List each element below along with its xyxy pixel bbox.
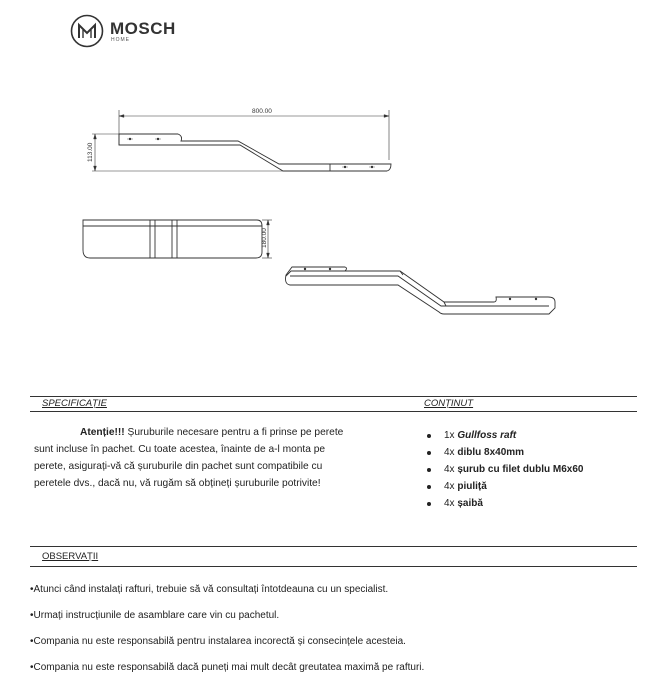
- height-dimension-label: 113.00: [87, 142, 94, 162]
- specificatie-heading: SPECIFICAȚIE: [42, 398, 107, 409]
- list-item: • Compania nu este responsabilă dacă puneți mai mult decât greutatea maximă pe rafturi.: [30, 662, 424, 688]
- observatii-heading: OBSERVAȚII: [42, 551, 99, 562]
- side-view: [92, 110, 391, 171]
- perspective-view: [286, 267, 556, 314]
- list-item: • Compania nu este responsabilă pentru instalarea incorectă și consecințele acesteia.: [30, 636, 424, 662]
- observatii-list: [30, 584, 424, 688]
- brand-sub: HOME: [111, 36, 130, 43]
- list-item: 1x Gullfoss raft: [424, 427, 583, 444]
- top-view: [83, 220, 272, 258]
- observatii-divider-top: [30, 546, 637, 547]
- list-item: 4x șaibă: [424, 495, 583, 512]
- depth-dimension-label: 180.00: [261, 228, 268, 248]
- list-item: 4x piuliță: [424, 478, 583, 495]
- specificatie-text: [34, 424, 346, 492]
- brand-name: MOSCH: [110, 18, 176, 38]
- continut-heading: CONȚINUT: [424, 398, 474, 409]
- list-item: • Atunci când instalați rafturi, trebuie să vă consultați întotdeauna cu un specialist.: [30, 584, 424, 610]
- list-item: 4x diblu 8x40mm: [424, 444, 583, 461]
- observatii-divider-bottom: [30, 566, 637, 567]
- attention-label: Atenție!!!: [80, 427, 125, 438]
- spec-divider: [30, 411, 637, 412]
- width-dimension-label: 800.00: [252, 108, 272, 115]
- specificatie-body: Șuruburile necesare pentru a fi prinse pe perete sunt incluse în pachet. Cu toate acestea, înainte de a-l monta pe perete, asigurați-vă că șuruburile din pachet sunt compatibile cu peretele dvs., dacă nu, vă rugăm să obțineți șuruburile potrivite!: [34, 427, 344, 489]
- list-item: • Urmați instrucțiunile de asamblare care vin cu pachetul.: [30, 610, 424, 636]
- continut-list: [424, 427, 583, 512]
- top-divider: [30, 396, 637, 397]
- list-item: 4x șurub cu filet dublu M6x60: [424, 461, 583, 478]
